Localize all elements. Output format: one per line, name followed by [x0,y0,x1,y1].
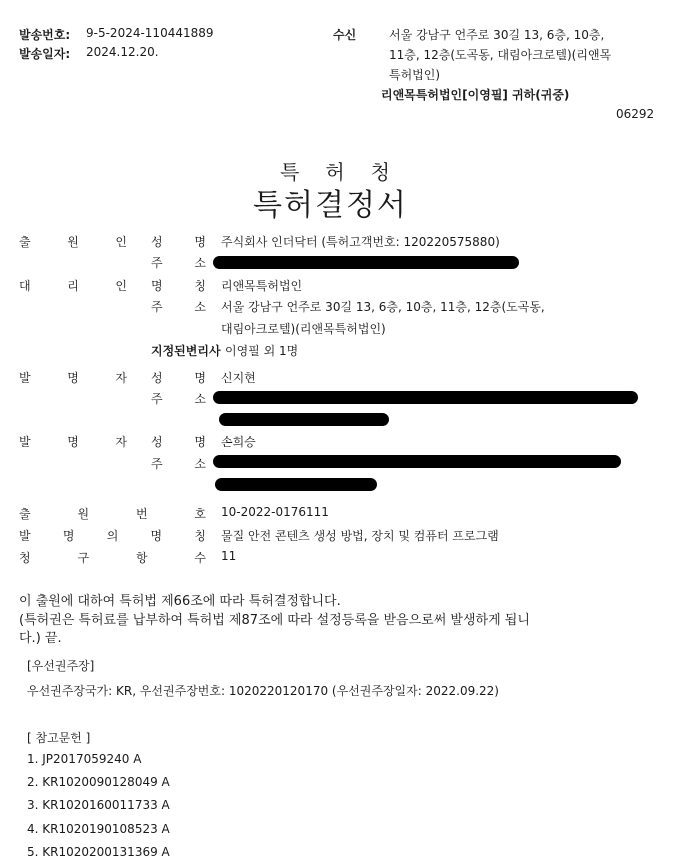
recipient-name: 리앤목특허법인[이영필] 귀하(귀중) [381,88,570,102]
applicant-name-label: 성 명 [151,235,206,249]
reference-item: 2. KR1020090128049 A [27,775,170,789]
agent-address-line-1: 서울 강남구 언주로 30길 13, 6층, 10층, 11층, 12층(도곡동, [221,300,545,314]
redacted-inventor-2-address-2 [215,478,377,491]
inventor-1-address-label: 주 소 [151,392,206,406]
redacted-inventor-2-address-1 [213,455,621,468]
agent-address-label: 주 소 [151,300,206,314]
designated-attorney-label: 지정된변리사 [151,344,221,358]
office-title: 특허청 [280,160,416,184]
applicant-label: 출 원 인 [19,235,127,249]
document-title: 특허결정서 [253,188,408,223]
invention-title: 물질 안전 콘텐츠 생성 방법, 장치 및 컴퓨터 프로그램 [221,529,499,543]
redacted-applicant-address [213,256,519,269]
application-number: 10-2022-0176111 [221,505,329,519]
recipient-label: 수신 [333,28,357,42]
claim-count-label: 청 구 항 수 [19,551,206,565]
redacted-inventor-1-address-1 [213,391,638,404]
recipient-address-line-1: 서울 강남구 언주로 30길 13, 6층, 10층, [389,28,605,42]
reference-item: 3. KR1020160011733 A [27,798,170,812]
postal-code: 06292 [616,107,655,121]
applicant-address-label: 주 소 [151,256,206,270]
recipient-address-line-3: 특허법인) [389,68,441,82]
inventor-2-label: 발 명 자 [19,435,127,449]
application-number-label: 출 원 번 호 [19,507,206,521]
inventor-2-address-label: 주 소 [151,457,206,471]
redacted-inventor-1-address-2 [219,413,389,426]
inventor-2-name: 손희승 [221,435,256,449]
agent-label: 대 리 인 [19,279,127,293]
references-heading: [ 참고문헌 ] [27,731,91,745]
send-number-label: 발송번호: [19,28,71,42]
reference-item: 1. JP2017059240 A [27,752,142,766]
inventor-1-label: 발 명 자 [19,371,127,385]
decision-line-2: (특허권은 특허료를 납부하여 특허법 제87조에 따라 설정등록을 받음으로써 발생하게 됩니 [19,613,530,628]
send-number: 9-5-2024-110441889 [86,26,214,40]
agent-name-label: 명 칭 [151,279,206,293]
priority-heading: [우선권주장] [27,659,95,673]
decision-line-1: 이 출원에 대하여 특허법 제66조에 따라 특허결정합니다. [19,594,341,609]
decision-line-3: 다.) 끝. [19,631,62,646]
inventor-1-name: 신지현 [221,371,256,385]
inventor-1-name-label: 성 명 [151,371,206,385]
priority-text: 우선권주장국가: KR, 우선권주장번호: 1020220120170 (우선권주장일자: 2022.09.22) [27,684,499,698]
send-date-label: 발송일자: [19,47,71,61]
recipient-address-line-2: 11층, 12층(도곡동, 대림아크로텔)(리앤목 [389,48,612,62]
reference-item: 5. KR1020200131369 A [27,845,170,859]
claim-count: 11 [221,549,237,563]
inventor-2-name-label: 성 명 [151,435,206,449]
applicant-name: 주식회사 인더닥터 (특허고객번호: 120220575880) [221,235,500,249]
invention-title-label: 발 명 의 명 칭 [19,529,206,543]
agent-address-line-2: 대림아크로텔)(리앤목특허법인) [221,322,386,336]
send-date: 2024.12.20. [86,45,159,59]
designated-attorney: 이영필 외 1명 [225,344,299,358]
reference-item: 4. KR1020190108523 A [27,822,170,836]
agent-name: 리앤목특허법인 [221,279,303,293]
